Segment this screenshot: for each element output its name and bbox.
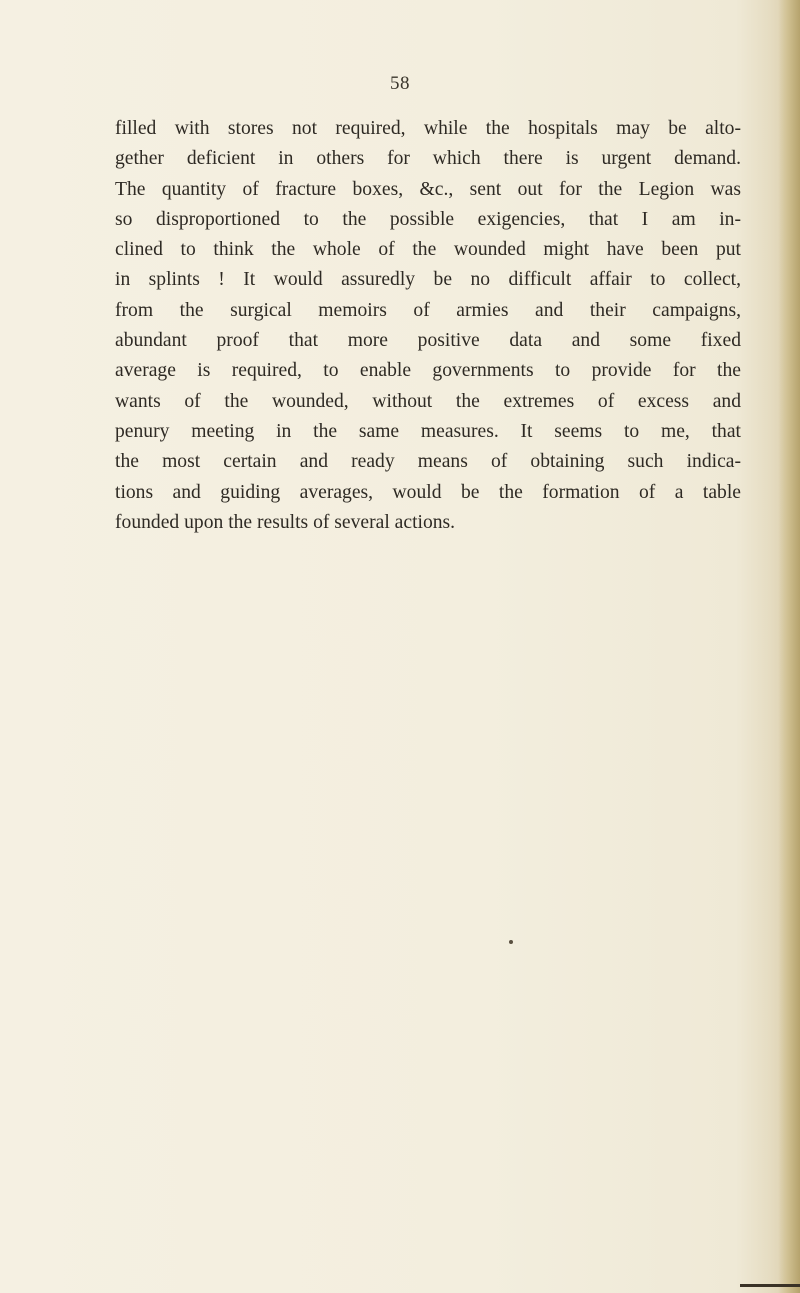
text-line: from the surgical memoirs of armies and their campaigns, — [115, 299, 741, 321]
ink-speck — [509, 940, 513, 944]
text-line: tions and guiding averages, would be the formation of a table — [115, 481, 741, 503]
text-line: gether deficient in others for which there is urgent demand. — [115, 148, 741, 170]
text-line: clined to think the whole of the wounded might have been put — [115, 239, 741, 261]
text-line: in splints ! It would assuredly be no difficult affair to collect, — [115, 269, 741, 291]
text-line: wants of the wounded, without the extremes of excess and — [115, 390, 741, 412]
text-line: filled with stores not required, while the hospitals may be alto- — [115, 118, 741, 139]
text-line: penury meeting in the same measures. It seems to me, that — [115, 420, 741, 442]
text-line: abundant proof that more positive data and some fixed — [115, 330, 741, 352]
text-line: average is required, to enable governments to provide for the — [115, 360, 741, 382]
page-edge-shadow — [778, 0, 800, 1293]
text-line: the most certain and ready means of obtaining such indica- — [115, 451, 741, 473]
page-edge-mark — [740, 1284, 800, 1287]
page-number: 58 — [390, 73, 410, 94]
text-line: so disproportioned to the possible exigencies, that I am in- — [115, 208, 741, 230]
body-paragraph — [115, 114, 741, 538]
text-line: The quantity of fracture boxes, &c., sent out for the Legion was — [115, 178, 741, 200]
text-line: founded upon the results of several actions. — [115, 511, 456, 533]
